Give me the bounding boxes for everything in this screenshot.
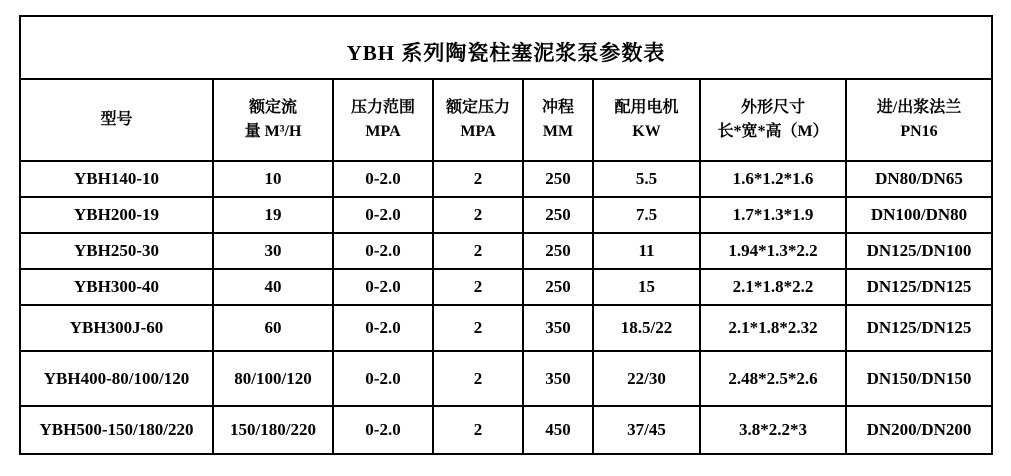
table-cell: 0-2.0 bbox=[333, 197, 433, 233]
column-header-stroke bbox=[523, 79, 593, 161]
table-cell: 30 bbox=[213, 233, 333, 269]
table-row bbox=[20, 305, 992, 351]
column-header-label: 配用电机 bbox=[614, 99, 679, 116]
column-header-dimensions bbox=[700, 79, 846, 161]
table-cell: 3.8*2.2*3 bbox=[700, 406, 846, 454]
table-row bbox=[20, 269, 992, 305]
column-header-label: KW bbox=[632, 123, 661, 140]
column-header-label: 额定流 bbox=[248, 99, 297, 116]
column-header-pressure-range bbox=[333, 79, 433, 161]
table-cell: YBH500-150/180/220 bbox=[20, 406, 213, 454]
table-cell: 1.7*1.3*1.9 bbox=[700, 197, 846, 233]
table-cell: DN200/DN200 bbox=[846, 406, 992, 454]
table-row bbox=[20, 406, 992, 454]
table-cell: 40 bbox=[213, 269, 333, 305]
column-header-rated-flow bbox=[213, 79, 333, 161]
table-cell: 80/100/120 bbox=[213, 351, 333, 406]
table-cell: YBH250-30 bbox=[20, 233, 213, 269]
table-cell: DN125/DN125 bbox=[846, 269, 992, 305]
table-body bbox=[20, 161, 992, 454]
table-cell: 350 bbox=[523, 305, 593, 351]
table-row bbox=[20, 351, 992, 406]
table-cell: 19 bbox=[213, 197, 333, 233]
table-title-row bbox=[20, 16, 992, 79]
table-cell: 10 bbox=[213, 161, 333, 197]
table-cell: 350 bbox=[523, 351, 593, 406]
column-header-label: MPA bbox=[460, 123, 496, 140]
table-cell: 37/45 bbox=[593, 406, 700, 454]
table-cell: DN80/DN65 bbox=[846, 161, 992, 197]
table-cell: 15 bbox=[593, 269, 700, 305]
table-cell: 22/30 bbox=[593, 351, 700, 406]
table-cell: 0-2.0 bbox=[333, 161, 433, 197]
table-row bbox=[20, 161, 992, 197]
table-cell: YBH300J-60 bbox=[20, 305, 213, 351]
table-cell: 2 bbox=[433, 305, 523, 351]
table-cell: DN125/DN125 bbox=[846, 305, 992, 351]
table-cell: 2.1*1.8*2.2 bbox=[700, 269, 846, 305]
table-cell: 2 bbox=[433, 233, 523, 269]
table-cell: 250 bbox=[523, 269, 593, 305]
column-header-label: PN16 bbox=[900, 123, 938, 140]
table-cell: 2 bbox=[433, 351, 523, 406]
table-cell: 1.94*1.3*2.2 bbox=[700, 233, 846, 269]
table-cell: 0-2.0 bbox=[333, 351, 433, 406]
column-header-label: 长*宽*高（M） bbox=[717, 123, 829, 140]
table-header-row bbox=[20, 79, 992, 161]
column-header-label: 外形尺寸 bbox=[740, 99, 805, 116]
column-header-label: 型号 bbox=[100, 111, 133, 128]
table-cell: 11 bbox=[593, 233, 700, 269]
table-cell: 0-2.0 bbox=[333, 406, 433, 454]
table-cell: 2 bbox=[433, 269, 523, 305]
table-title: YBH 系列陶瓷柱塞泥浆泵参数表 bbox=[20, 16, 992, 79]
table-cell: 7.5 bbox=[593, 197, 700, 233]
table-cell: 2 bbox=[433, 406, 523, 454]
table-cell: YBH140-10 bbox=[20, 161, 213, 197]
table-row bbox=[20, 197, 992, 233]
table-cell: 2 bbox=[433, 161, 523, 197]
table-cell: 250 bbox=[523, 233, 593, 269]
table-cell: 2.48*2.5*2.6 bbox=[700, 351, 846, 406]
table-cell: 250 bbox=[523, 197, 593, 233]
column-header-label: 进/出浆法兰 bbox=[876, 99, 962, 116]
table-cell: 250 bbox=[523, 161, 593, 197]
table-cell: DN100/DN80 bbox=[846, 197, 992, 233]
table-cell: 2.1*1.8*2.32 bbox=[700, 305, 846, 351]
table-cell: 150/180/220 bbox=[213, 406, 333, 454]
table-cell: 0-2.0 bbox=[333, 233, 433, 269]
table-cell: DN125/DN100 bbox=[846, 233, 992, 269]
column-header-label: 量 M³/H bbox=[244, 123, 302, 140]
table-row bbox=[20, 233, 992, 269]
pump-parameter-table bbox=[19, 15, 993, 455]
column-header-model bbox=[20, 79, 213, 161]
column-header-label: MPA bbox=[365, 123, 401, 140]
column-header-label: 额定压力 bbox=[445, 99, 510, 116]
table-cell: 1.6*1.2*1.6 bbox=[700, 161, 846, 197]
table-cell: 60 bbox=[213, 305, 333, 351]
table-cell: YBH300-40 bbox=[20, 269, 213, 305]
column-header-label: 压力范围 bbox=[350, 99, 415, 116]
column-header-rated-pressure bbox=[433, 79, 523, 161]
table-cell: 5.5 bbox=[593, 161, 700, 197]
table-cell: 18.5/22 bbox=[593, 305, 700, 351]
column-header-label: 冲程 bbox=[541, 99, 574, 116]
table-cell: YBH400-80/100/120 bbox=[20, 351, 213, 406]
column-header-motor bbox=[593, 79, 700, 161]
column-header-flange bbox=[846, 79, 992, 161]
table-cell: 450 bbox=[523, 406, 593, 454]
column-header-label: MM bbox=[542, 123, 574, 140]
table-cell: DN150/DN150 bbox=[846, 351, 992, 406]
table-cell: 0-2.0 bbox=[333, 269, 433, 305]
table-cell: 0-2.0 bbox=[333, 305, 433, 351]
table-cell: YBH200-19 bbox=[20, 197, 213, 233]
table-cell: 2 bbox=[433, 197, 523, 233]
